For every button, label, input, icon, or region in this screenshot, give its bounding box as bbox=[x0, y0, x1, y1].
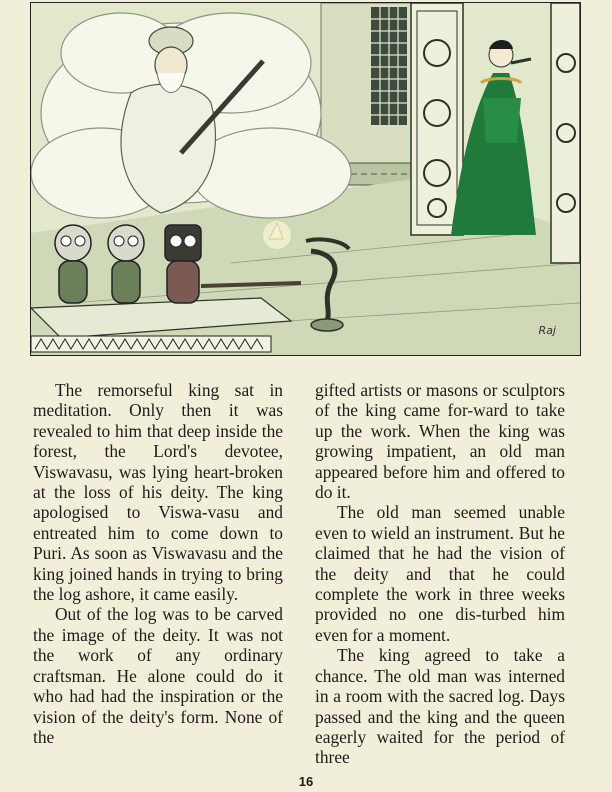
paragraph: Out of the log was to be carved the image of the deity. It was not the work of any ordinary craftsman. He alone could do it who had had the inspiration or the vision of the deity's form. None of the bbox=[33, 604, 283, 747]
paragraph: The old man seemed unable even to wield an instrument. But he claimed that he had the vision of the deity and that he could complete the work in three weeks provided no one dis-turbed him even for a moment. bbox=[315, 502, 565, 645]
page-number: 16 bbox=[298, 774, 314, 789]
text-column-left bbox=[33, 380, 283, 747]
text-column-right bbox=[315, 380, 565, 768]
artist-signature: Raj bbox=[538, 324, 556, 337]
deity-idols-icon bbox=[55, 225, 201, 303]
lattice-window-icon bbox=[371, 7, 407, 125]
story-illustration bbox=[30, 2, 581, 356]
paragraph: gifted artists or masons or sculptors of the king came for-ward to take up the work. When the king was growing impatient, an old man appeared before him and offered to do it. bbox=[315, 380, 565, 503]
paragraph: The remorseful king sat in meditation. Only then it was revealed to him that deep inside the forest, the Lord's devotee, Viswavasu, was lying heart-broken at the loss of his deity. The king apologised to Viswa-vasu and entreated him to come down to Puri. As soon as Viswavasu and the king joined hands in trying to bring the log ashore, it came easily. bbox=[33, 380, 283, 605]
decorative-frieze bbox=[31, 336, 271, 352]
paragraph: The king agreed to take a chance. The old man was interned in a room with the sacred log. Days passed and the king and the queen eagerly waited for the period of three bbox=[315, 645, 565, 768]
illustration-artwork bbox=[31, 3, 580, 355]
